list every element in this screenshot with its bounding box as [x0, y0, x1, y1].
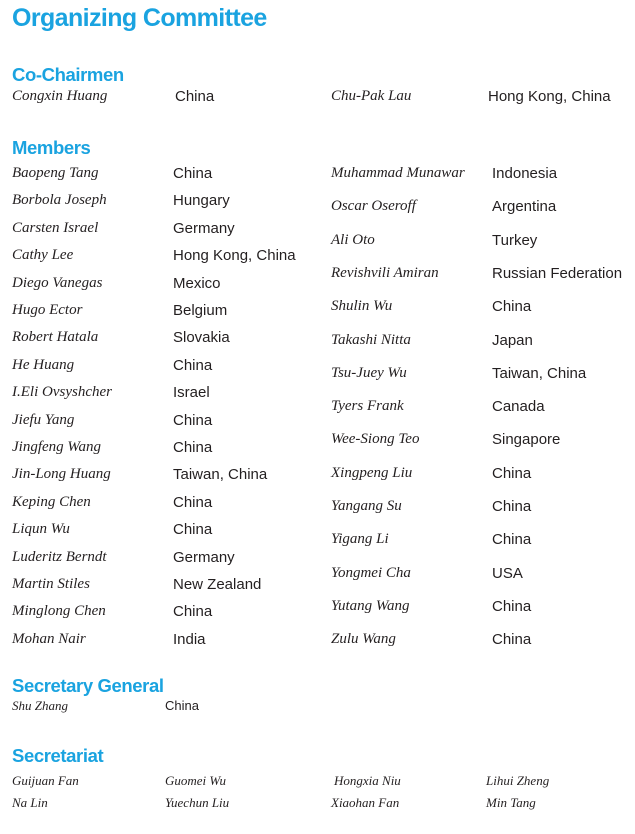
member-name: Tyers Frank: [331, 398, 404, 415]
member-name: Liqun Wu: [12, 521, 70, 538]
member-name: Yongmei Cha: [331, 564, 411, 581]
member-country: China: [173, 411, 213, 429]
secretariat-name: Guijuan Fan: [12, 773, 79, 788]
member-name: Revishvili Amiran: [331, 264, 439, 281]
member-name: Diego Vanegas: [12, 274, 103, 291]
co-chairmen-row: [0, 88, 635, 108]
secretary-general-country: China: [165, 698, 199, 713]
member-name: Martin Stiles: [12, 576, 90, 592]
member-name: Shulin Wu: [331, 298, 393, 315]
member-name: Muhammad Munawar: [331, 165, 465, 181]
member-row: [0, 565, 635, 585]
co-chairman-name: Chu-Pak Lau: [331, 88, 412, 104]
member-country: USA: [492, 564, 523, 582]
member-country: Belgium: [173, 302, 228, 319]
member-country: Germany: [173, 219, 235, 237]
member-country: Taiwan, China: [492, 364, 587, 382]
members-heading: Members: [12, 137, 91, 158]
member-name: Ali Oto: [331, 231, 375, 248]
co-chairmen-heading: Co-Chairmen: [12, 64, 124, 85]
member-name: Luderitz Berndt: [12, 548, 107, 565]
member-country: India: [173, 630, 206, 648]
member-country: Germany: [173, 548, 235, 566]
member-name: Robert Hatala: [12, 329, 99, 346]
member-country: China: [492, 631, 532, 649]
member-name: Jin-Long Huang: [12, 466, 111, 483]
co-chairman-name: Congxin Huang: [12, 88, 108, 104]
member-name: He Huang: [12, 356, 75, 373]
secretariat-row: [0, 795, 635, 815]
member-country: Russian Federation: [492, 264, 623, 282]
member-country: Canada: [492, 398, 545, 416]
member-name: I.Eli Ovsyshcher: [12, 384, 112, 401]
member-country: China: [173, 165, 213, 182]
secretariat-name: Min Tang: [486, 795, 536, 810]
page-title: Organizing Committee: [12, 4, 267, 32]
member-country: Argentina: [492, 198, 557, 216]
secretariat-name: Xiaohan Fan: [331, 795, 400, 810]
co-chairman-country: Hong Kong, China: [488, 88, 611, 105]
secretary-general-row: [0, 698, 635, 718]
member-row: [0, 498, 635, 518]
member-row: [0, 465, 635, 485]
member-name: Hugo Ector: [12, 302, 83, 318]
member-country: China: [492, 298, 532, 316]
member-row: [0, 198, 635, 218]
member-country: China: [173, 493, 213, 511]
member-name: Cathy Lee: [12, 247, 74, 264]
member-name: Borbola Joseph: [12, 192, 107, 209]
secretariat-name: Hongxia Niu: [334, 773, 401, 788]
member-name: Yutang Wang: [331, 597, 410, 614]
secretariat-name: Yuechun Liu: [165, 795, 230, 810]
member-row: [0, 265, 635, 285]
member-country: New Zealand: [173, 576, 262, 593]
secretariat-name: Na Lin: [12, 795, 48, 810]
member-country: Taiwan, China: [173, 466, 268, 484]
member-country: China: [173, 439, 213, 456]
secretariat-name: Lihui Zheng: [486, 773, 550, 788]
member-row: [0, 232, 635, 252]
member-country: Turkey: [492, 231, 538, 249]
member-country: China: [492, 464, 532, 482]
member-name: Yangang Su: [331, 498, 402, 514]
co-chairman-country: China: [175, 88, 215, 105]
member-name: Jiefu Yang: [12, 411, 75, 428]
member-row: [0, 165, 635, 185]
member-country: China: [492, 498, 532, 515]
secretariat-heading: Secretariat: [12, 745, 104, 766]
member-country: Hungary: [173, 192, 230, 210]
member-country: China: [492, 531, 532, 549]
member-row: [0, 332, 635, 352]
member-country: Indonesia: [492, 165, 558, 182]
member-name: Baopeng Tang: [12, 165, 99, 181]
member-country: Slovakia: [173, 329, 230, 347]
member-country: China: [492, 597, 532, 615]
member-name: Jingfeng Wang: [12, 439, 102, 455]
member-country: China: [173, 356, 213, 374]
member-row: [0, 298, 635, 318]
member-name: Keping Chen: [12, 493, 91, 510]
member-row: [0, 597, 635, 621]
member-name: Carsten Israel: [12, 219, 99, 236]
member-name: Mohan Nair: [12, 630, 86, 647]
member-name: Yigang Li: [331, 531, 389, 548]
member-name: Wee-Siong Teo: [331, 431, 420, 448]
member-row: [0, 531, 635, 551]
member-name: Xingpeng Liu: [331, 464, 413, 481]
member-row: [0, 365, 635, 385]
member-country: Singapore: [492, 431, 561, 449]
member-country: Mexico: [173, 274, 221, 292]
member-country: China: [173, 603, 213, 621]
member-country: China: [173, 521, 213, 539]
member-row: [0, 631, 635, 651]
member-country: Hong Kong, China: [173, 247, 296, 265]
secretary-general-name: Shu Zhang: [12, 698, 68, 713]
member-country: Japan: [492, 331, 533, 349]
member-name: Oscar Oseroff: [331, 198, 416, 215]
member-row: [0, 431, 635, 451]
member-row: [0, 398, 635, 418]
member-name: Tsu-Juey Wu: [331, 364, 407, 381]
member-name: Takashi Nitta: [331, 331, 411, 348]
member-name: Zulu Wang: [331, 631, 396, 648]
member-name: Minglong Chen: [12, 603, 106, 620]
secretary-general-heading: Secretary General: [12, 675, 164, 696]
member-country: Israel: [173, 384, 210, 402]
secretariat-row: [0, 773, 635, 793]
secretariat-name: Guomei Wu: [165, 773, 227, 788]
